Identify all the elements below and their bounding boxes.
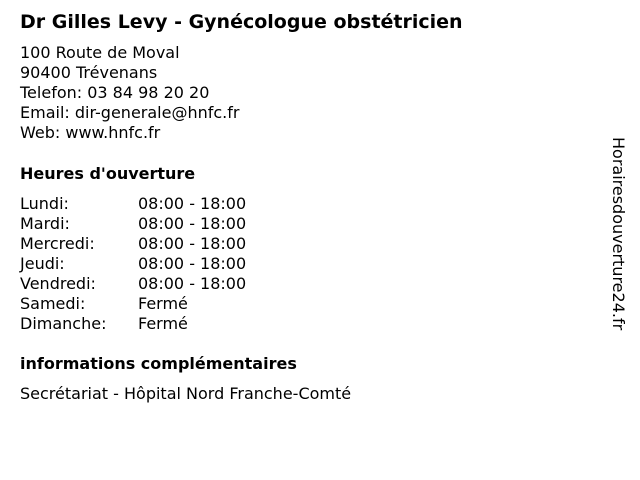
email-address: Email: dir-generale@hnfc.fr (20, 103, 240, 122)
hours-value: Fermé (138, 314, 188, 333)
hours-value: 08:00 - 18:00 (138, 274, 247, 293)
hours-value: 08:00 - 18:00 (138, 194, 247, 213)
opening-hours-heading: Heures d'ouverture (20, 164, 196, 183)
city-postcode: 90400 Trévenans (20, 63, 158, 82)
address-block (20, 43, 239, 143)
hours-value: 08:00 - 18:00 (138, 254, 247, 273)
street-address: 100 Route de Moval (20, 43, 180, 62)
additional-info-heading: informations complémentaires (20, 354, 297, 373)
website: Web: www.hnfc.fr (20, 123, 161, 142)
page-title: Dr Gilles Levy - Gynécologue obstétricien (20, 11, 463, 33)
additional-info-text: Secrétariat - Hôpital Nord Franche-Comté (20, 384, 352, 403)
day-label: Dimanche: (20, 314, 107, 333)
hours-value: 08:00 - 18:00 (138, 234, 247, 253)
site-watermark: Horairesdouverture24.fr (609, 137, 628, 331)
day-label: Samedi: (20, 294, 86, 313)
day-label: Vendredi: (20, 274, 96, 293)
phone-number: Telefon: 03 84 98 20 20 (20, 83, 210, 102)
day-label: Jeudi: (20, 254, 65, 273)
hours-value: Fermé (138, 294, 188, 313)
day-label: Lundi: (20, 194, 69, 213)
day-label: Mercredi: (20, 234, 95, 253)
day-label: Mardi: (20, 214, 70, 233)
hours-value: 08:00 - 18:00 (138, 214, 247, 233)
